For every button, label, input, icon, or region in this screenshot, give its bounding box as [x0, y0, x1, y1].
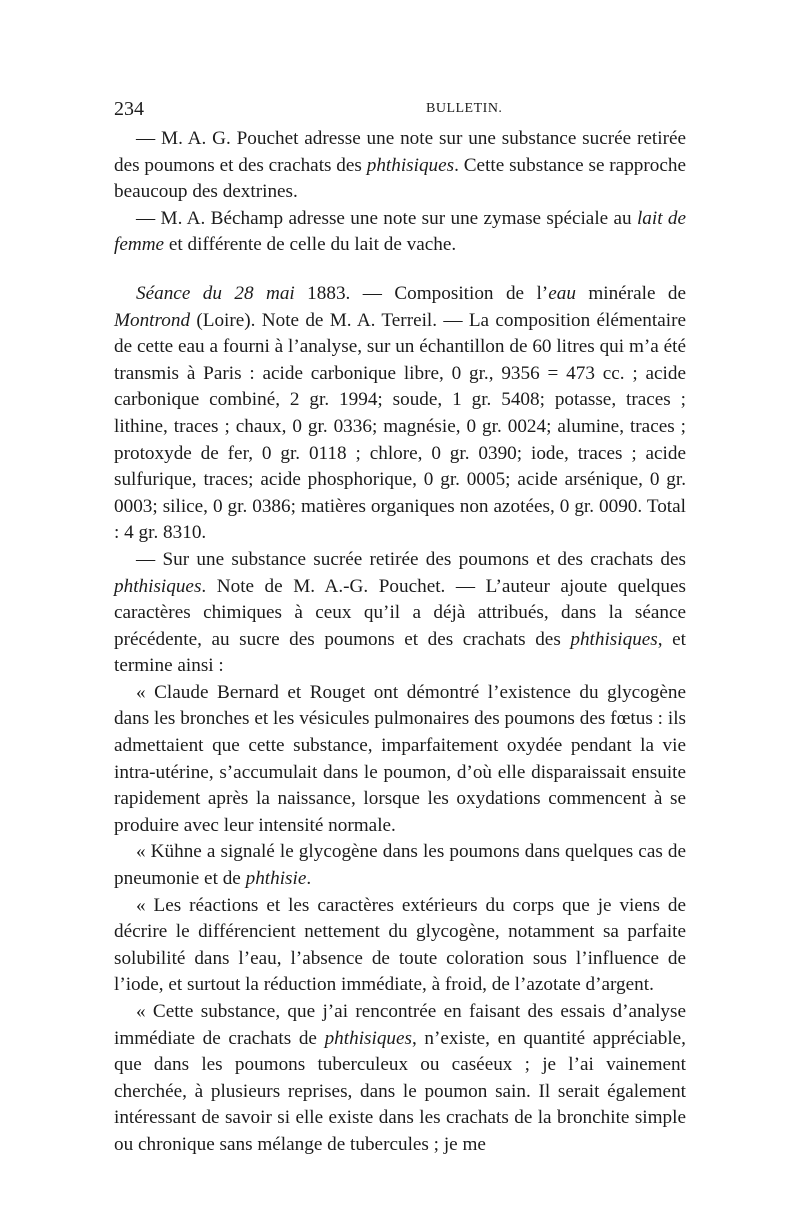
- paragraph-text: minérale de: [575, 282, 686, 304]
- paragraph-text: 1883. — Composition de l’: [294, 282, 549, 304]
- paragraph-text: (Loire). Note de M. A. Terreil. — La composition élémentaire de cette eau a fourni à l’analyse, sur un échantillon de 60 litres qui m’a été transmis à Paris : acide carbonique libre, 0 gr., 9356 = 473 cc. ; acide carbonique combiné, 2 gr. 1994; soude, 1 gr. 5408; potasse, traces ; lithine, traces ; chaux, 0 gr. 0336; magnésie, 0 gr. 0024; alumine, traces ; protoxyde de fer, 0 gr. 0118 ; chlore, 0 gr. 0390; iode, traces ; acide sulfurique, traces; acide phosphorique, 0 gr. 0005; acide arsénique, 0 gr. 0003; silice, 0 gr. 0386; matières organiques non azotées, 0 gr. 0090. Total : 4 gr. 8310.: [114, 309, 686, 544]
- page-number: 234: [114, 98, 144, 120]
- italic-term: phthisiques: [324, 1027, 412, 1049]
- italic-term: phthisie: [245, 868, 307, 890]
- italic-term: phthisiques: [114, 575, 202, 597]
- running-head: BULLETIN.: [426, 101, 503, 116]
- italic-term: lait de femme: [114, 207, 687, 256]
- paragraph-pouchet-substance: [114, 547, 686, 680]
- quote-paragraph-kuhne: [114, 839, 686, 892]
- paragraph-text: « Kühne a signalé le glycogène dans les poumons dans quelques cas de pneumonie et de: [114, 841, 686, 890]
- paragraph-text: « Cette substance, que j’ai rencontrée en faisant des essais d’analyse immédiate de crachats de: [114, 1001, 686, 1049]
- paragraph-text: « Claude Bernard et Rouget ont démontré l’existence du glycogène dans les bronches et les vésicules pulmonaires des poumons des fœtus : ils admettaient que cette substance, imparfaitement oxydée pendant la vie intra-utérine, s’accumulait dans le poumon, d’où elle disparaissait ensuite rapidement après la naissance, lorsque les oxydations commencent à se produire avec leur intensité normale.: [114, 681, 686, 836]
- place-name: Montrond: [114, 309, 191, 331]
- dash: —: [136, 207, 161, 229]
- paragraph-pouchet-note: [114, 126, 686, 206]
- quote-paragraph-substance: [114, 999, 686, 1159]
- paragraph-text: . Cette substance se rapproche beaucoup des dextrines.: [114, 154, 686, 203]
- paragraph-text: — Sur une substance sucrée retirée des poumons et des crachats des: [136, 548, 686, 570]
- paragraph-text: . Note de M. A.-G. Pouchet. — L’auteur ajoute quelques caractères chimiques à ceux qu’il a déjà attribués, dans la séance précédente, au sucre des poumons et des crachats des: [114, 575, 686, 650]
- seance-date: Séance du 28 mai: [136, 282, 295, 304]
- section-gap: [114, 259, 686, 281]
- body-text: [114, 126, 686, 1159]
- paragraph-text: M. A. Béchamp adresse une note sur une zymase spéciale au: [160, 207, 637, 229]
- quote-paragraph-bernard: [114, 680, 686, 840]
- quote-paragraph-reactions: [114, 893, 686, 999]
- paragraph-text: M. A. G. Pouchet adresse une note sur une substance sucrée retirée des poumons et des crachats des: [114, 128, 686, 176]
- italic-term: eau: [548, 282, 576, 304]
- paragraph-text: , et termine ainsi :: [114, 628, 686, 677]
- italic-term: phthisiques: [570, 628, 658, 650]
- paragraph-text: « Les réactions et les caractères extérieurs du corps que je viens de décrire le différencient nettement du glycogène, notamment sa parfaite solubilité dans l’eau, l’absence de toute coloration sous l’influence de l’iode, et surtout la réduction immédiate, à froid, de l’azotate d’argent.: [114, 894, 686, 996]
- dash: —: [136, 128, 162, 149]
- paragraph-text: et différente de celle du lait de vache.: [164, 234, 457, 256]
- paragraph-bechamp-note: [114, 206, 686, 259]
- italic-term: phthisiques: [366, 154, 455, 176]
- paragraph-seance-terreil: [114, 281, 686, 547]
- paragraph-text: .: [306, 868, 312, 890]
- page-header: [114, 98, 680, 122]
- paragraph-text: , n’existe, en quantité appréciable, que dans les poumons tuberculeux ou caséeux ; je l’ai vainement cherchée, à plusieurs reprises, dans le poumon sain. Il serait également intéressant de savoir si elle existe dans les crachats de la bronchite simple ou chronique sans mélange de tubercules ; je me: [114, 1027, 686, 1155]
